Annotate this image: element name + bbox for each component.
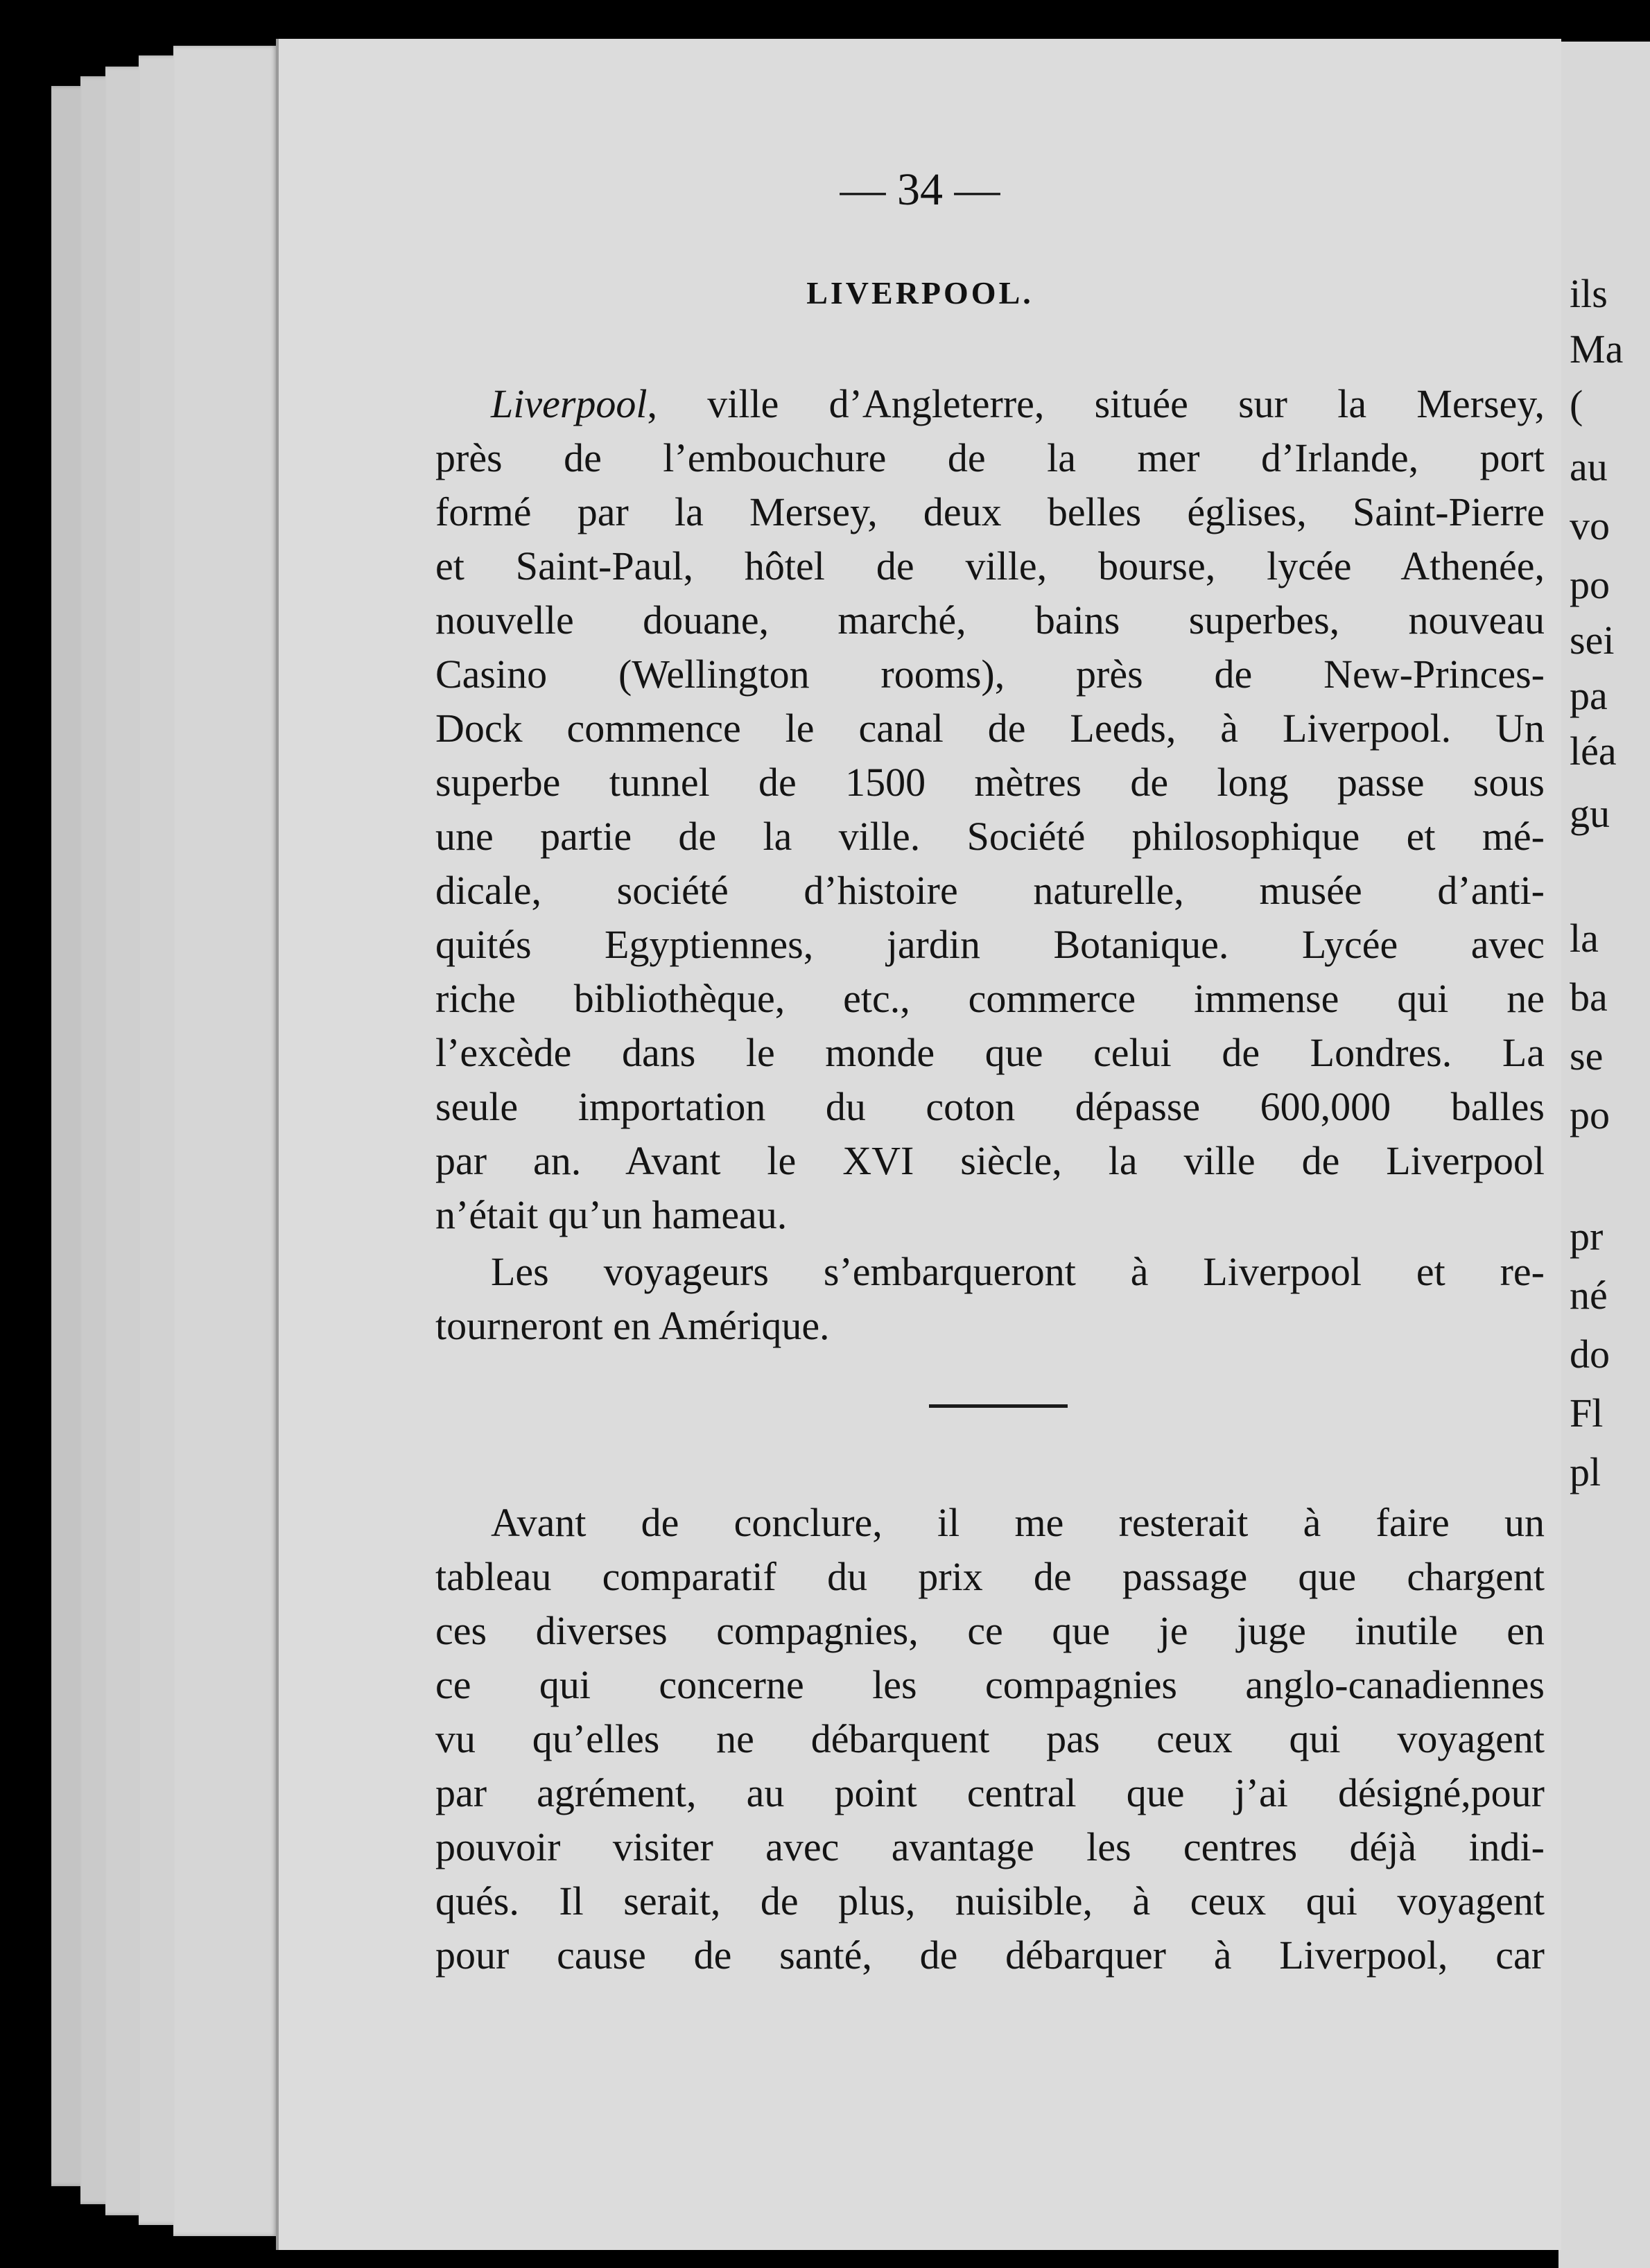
text-line: Les voyageurs s’embarqueront à Liverpool et re-	[491, 1249, 1545, 1294]
text-line: qués. Il serait, de plus, nuisible, à ceux qui voyagent	[435, 1878, 1545, 1924]
facing-page-text: né	[1570, 1273, 1608, 1318]
text-line: superbe tunnel de 1500 mètres de long passe sous	[435, 760, 1545, 805]
place-name-italic: Liverpool	[491, 381, 648, 426]
facing-page-text: pr	[1570, 1214, 1604, 1259]
text-line: dicale, société d’histoire naturelle, musée d’anti-	[435, 868, 1545, 913]
facing-page-text: se	[1570, 1033, 1604, 1079]
text-line-rest: , ville d’Angleterre, située sur la Mersey,	[647, 381, 1545, 426]
text-line: tourneront en Amérique.	[435, 1303, 830, 1348]
text-line: seule importation du coton dépasse 600,000 balles	[435, 1084, 1545, 1129]
text-line: pour cause de santé, de débarquer à Liverpool, car	[435, 1933, 1545, 1978]
facing-page-text: gu	[1570, 791, 1610, 836]
section-title: LIVERPOOL.	[806, 275, 1034, 311]
facing-page-text: pa	[1570, 673, 1608, 718]
text-line: Avant de conclure, il me resterait à faire un	[491, 1500, 1545, 1545]
facing-page-fragment	[1558, 42, 1650, 2268]
facing-page-text: léa	[1570, 729, 1617, 774]
text-line: vu qu’elles ne débarquent pas ceux qui voyagent	[435, 1716, 1545, 1761]
text-line: par an. Avant le XVI siècle, la ville de Liverpool	[435, 1138, 1545, 1183]
text-line: formé par la Mersey, deux belles églises, Saint-Pierre	[435, 489, 1545, 534]
text-line: et Saint-Paul, hôtel de ville, bourse, lycée Athenée,	[435, 543, 1545, 588]
text-line: quités Egyptiennes, jardin Botanique. Lycée avec	[435, 922, 1545, 967]
text-line: pouvoir visiter avec avantage les centres déjà indi-	[435, 1824, 1545, 1869]
facing-page-text: po	[1570, 1092, 1610, 1137]
text-line: ce qui concerne les compagnies anglo-canadiennes	[435, 1662, 1545, 1707]
text-line: par agrément, au point central que j’ai désigné,pour	[435, 1770, 1545, 1815]
facing-page-text: po	[1570, 562, 1610, 607]
facing-page-text: do	[1570, 1332, 1610, 1377]
text-line: Casino (Wellington rooms), près de New-Princes-	[435, 652, 1545, 697]
book-page	[276, 39, 1561, 2250]
facing-page-text: Ma	[1570, 326, 1624, 372]
text-line: une partie de la ville. Société philosophique et mé-	[435, 814, 1545, 859]
facing-page-text: Fl	[1570, 1390, 1604, 1436]
text-line: tableau comparatif du prix de passage que chargent	[435, 1554, 1545, 1599]
facing-page-text: pl	[1570, 1449, 1601, 1494]
facing-page-text: vo	[1570, 503, 1610, 548]
text-line: ces diverses compagnies, ce que je juge inutile en	[435, 1608, 1545, 1653]
facing-page-text: la	[1570, 916, 1599, 961]
text-line: près de l’embouchure de la mer d’Irlande, port	[435, 435, 1545, 480]
facing-page-text: au	[1570, 444, 1608, 489]
facing-page-text: ils	[1570, 271, 1608, 316]
page-edge-stack	[173, 46, 279, 2236]
facing-page-text: ba	[1570, 975, 1608, 1020]
page-number: — 34 —	[840, 164, 1000, 215]
text-line: l’excède dans le monde que celui de Londres. La	[435, 1030, 1545, 1075]
facing-page-text: (	[1570, 382, 1583, 427]
text-line: Dock commence le canal de Leeds, à Liverpool. Un	[435, 706, 1545, 751]
text-line: riche bibliothèque, etc., commerce immense qui ne	[435, 976, 1545, 1021]
section-divider	[929, 1404, 1068, 1408]
text-line: nouvelle douane, marché, bains superbes, nouveau	[435, 597, 1545, 643]
text-line	[435, 377, 1545, 431]
text-line: n’était qu’un hameau.	[435, 1192, 788, 1237]
facing-page-text: sei	[1570, 618, 1615, 663]
